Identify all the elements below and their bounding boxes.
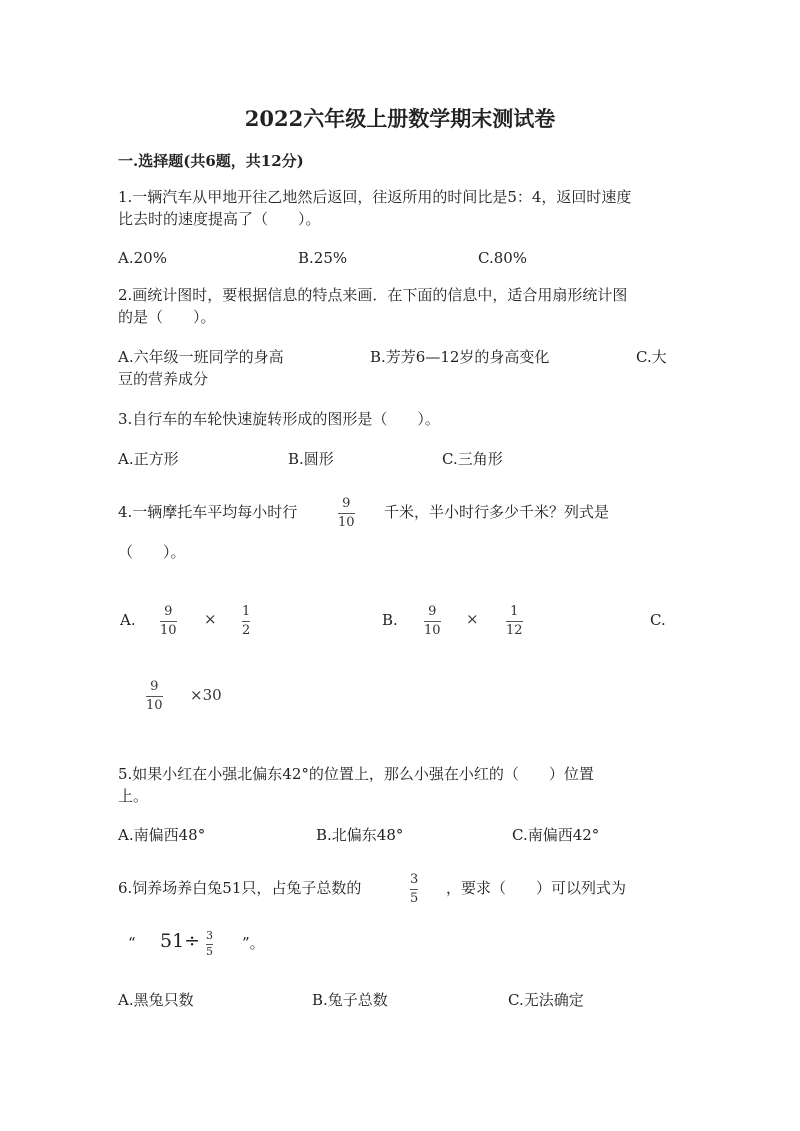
q2-option-b[interactable]: B.芳芳6—12岁的身高变化 xyxy=(370,348,550,366)
q1-option-c[interactable]: C.80% xyxy=(478,249,528,267)
q6-option-c[interactable]: C.无法确定 xyxy=(508,991,584,1009)
q4-option-a-fraction-2 xyxy=(242,604,250,638)
q1-option-b[interactable]: B.25% xyxy=(298,249,348,267)
q6-stem-part1: 6.饲养场养白兔51只，占兔子总数的 xyxy=(118,879,362,897)
fraction-denominator: 10 xyxy=(160,623,177,638)
fraction-numerator: 1 xyxy=(242,604,251,619)
q4-stem-line2: （ ）。 xyxy=(118,543,186,561)
times-sign: × xyxy=(466,610,479,628)
fraction-bar xyxy=(338,513,355,514)
q3-option-b[interactable]: B.圆形 xyxy=(288,450,334,468)
fraction-bar xyxy=(410,889,418,890)
q3-stem: 3.自行车的车轮快速旋转形成的图形是（ ）。 xyxy=(118,410,440,428)
fraction-denominator: 5 xyxy=(410,891,419,906)
q2-option-a[interactable]: A.六年级一班同学的身高 xyxy=(118,348,284,366)
q4-stem-part1: 4.一辆摩托车平均每小时行 xyxy=(118,503,298,521)
q4-option-b-label[interactable]: B. xyxy=(382,611,398,629)
q2-option-c[interactable]: C.大 xyxy=(636,348,667,366)
q4-option-c-fraction xyxy=(146,679,163,713)
q5-option-b[interactable]: B.北偏东48° xyxy=(316,826,404,844)
q5-stem-line1: 5.如果小红在小强北偏东42°的位置上，那么小强在小红的（ ）位置 xyxy=(118,765,594,783)
fraction-bar xyxy=(146,696,163,697)
fraction-numerator: 3 xyxy=(206,929,213,942)
q4-option-c-label[interactable]: C. xyxy=(650,611,666,629)
q6-option-b[interactable]: B.兔子总数 xyxy=(312,991,388,1009)
fraction-numerator: 1 xyxy=(510,604,519,619)
q2-option-c-continued: 豆的营养成分 xyxy=(118,370,209,388)
close-quote: ”。 xyxy=(242,934,265,952)
fraction-bar xyxy=(506,621,523,622)
section-heading: 一.选择题(共6题，共12分) xyxy=(118,152,304,170)
q1-stem-line1: 1.一辆汽车从甲地开往乙地然后返回，往返所用的时间比是5：4，返回时速度 xyxy=(118,188,632,206)
q4-stem-part2: 千米，半小时行多少千米？列式是 xyxy=(384,503,610,521)
q2-stem-line2: 的是（ ）。 xyxy=(118,308,216,326)
q6-expression-integer: 51÷ xyxy=(160,930,201,952)
q6-fraction xyxy=(410,872,418,906)
fraction-bar xyxy=(242,621,250,622)
fraction-denominator: 10 xyxy=(338,515,355,530)
q4-option-b-fraction-2 xyxy=(506,604,523,638)
q2-stem-line1: 2.画统计图时，要根据信息的特点来画．在下面的信息中，适合用扇形统计图 xyxy=(118,286,628,304)
q6-expression-fraction xyxy=(206,930,213,958)
q5-option-a[interactable]: A.南偏西48° xyxy=(118,826,206,844)
fraction-denominator: 10 xyxy=(146,698,163,713)
q5-option-c[interactable]: C.南偏西42° xyxy=(512,826,600,844)
times-sign: × xyxy=(204,610,217,628)
fraction-denominator: 12 xyxy=(506,623,523,638)
q6-option-a[interactable]: A.黑兔只数 xyxy=(118,991,194,1009)
q5-stem-line2: 上。 xyxy=(118,787,149,805)
fraction-denominator: 2 xyxy=(242,623,251,638)
fraction-bar xyxy=(160,621,177,622)
q3-option-a[interactable]: A.正方形 xyxy=(118,450,179,468)
q3-option-c[interactable]: C.三角形 xyxy=(442,450,503,468)
q4-fraction xyxy=(338,496,355,530)
fraction-numerator: 9 xyxy=(342,496,351,511)
fraction-denominator: 5 xyxy=(206,945,213,958)
q4-option-a-label[interactable]: A. xyxy=(120,611,136,629)
q1-option-a[interactable]: A.20% xyxy=(118,249,167,267)
fraction-numerator: 9 xyxy=(164,604,173,619)
page-title: 2022六年级上册数学期末测试卷 xyxy=(244,106,556,131)
q4-option-a-fraction-1 xyxy=(160,604,177,638)
q4-option-b-fraction-1 xyxy=(424,604,441,638)
q4-option-c-rest: ×30 xyxy=(190,686,222,704)
open-quote: “ xyxy=(128,934,136,952)
q1-stem-line2: 比去时的速度提高了（ ）。 xyxy=(118,210,321,228)
fraction-numerator: 3 xyxy=(410,872,419,887)
fraction-bar xyxy=(424,621,441,622)
fraction-denominator: 10 xyxy=(424,623,441,638)
q6-stem-part2: ，要求（ ）可以列式为 xyxy=(446,879,627,897)
fraction-numerator: 9 xyxy=(428,604,437,619)
fraction-numerator: 9 xyxy=(150,679,159,694)
